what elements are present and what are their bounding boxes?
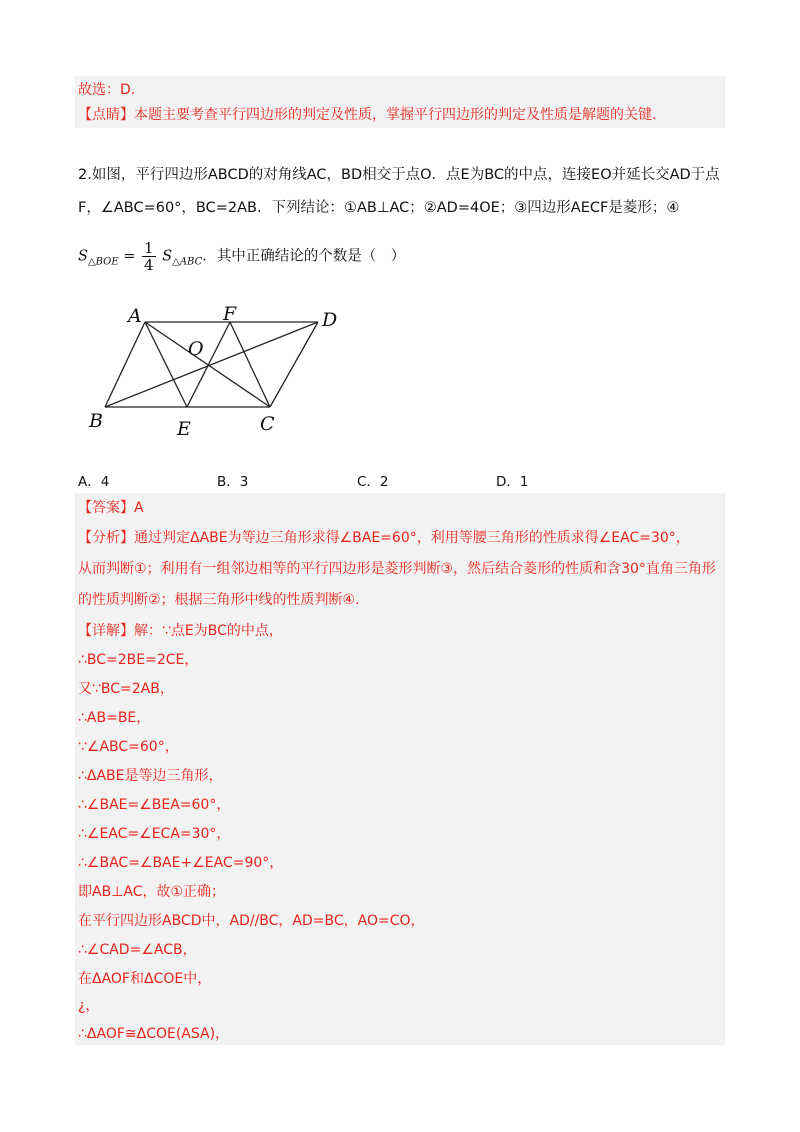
segment-ae bbox=[145, 322, 187, 407]
comment-tag: 【点睛】 bbox=[78, 107, 134, 123]
step-line: ∴ΔAOF≅ΔCOE(ASA)， bbox=[78, 1026, 230, 1042]
segment-ef bbox=[187, 322, 230, 407]
segment-fc bbox=[230, 322, 270, 407]
option-c: C．2 bbox=[357, 474, 389, 490]
equals-sign: = bbox=[123, 248, 136, 265]
fraction bbox=[142, 240, 156, 273]
label-c: C bbox=[260, 413, 275, 435]
step-line: ∴∠CAD=∠ACB， bbox=[78, 942, 197, 958]
diagonal-ac bbox=[145, 322, 270, 407]
area-symbol-right: S bbox=[162, 248, 173, 265]
step-line: ¿， bbox=[78, 998, 100, 1014]
step-line: 在平行四边形ABCD中，AD//BC，AD=BC，AO=CO， bbox=[78, 913, 425, 929]
step-line: ∴ΔABE是等边三角形， bbox=[78, 768, 223, 784]
step-line: 在ΔAOF和ΔCOE中， bbox=[78, 971, 212, 987]
analysis-line-3: 的性质判断②；根据三角形中线的性质判断④. bbox=[78, 592, 360, 608]
label-d: D bbox=[322, 309, 338, 331]
side-cd bbox=[270, 322, 318, 407]
parallelogram-figure bbox=[80, 300, 380, 450]
label-f: F bbox=[223, 303, 237, 325]
step-line: ∴∠BAE=∠BEA=60°， bbox=[78, 797, 231, 813]
step-line: ∵∠ABC=60°， bbox=[78, 739, 179, 755]
choice-line: 故选：D. bbox=[78, 82, 136, 98]
area-symbol-left: S bbox=[78, 248, 88, 265]
fraction-numerator: 1 bbox=[144, 239, 154, 257]
problem-line-3 bbox=[78, 240, 405, 274]
step-line: ∴∠EAC=∠ECA=30°， bbox=[78, 826, 231, 842]
area-sub-right: △ABC bbox=[172, 256, 203, 268]
step-line: 即AB⊥AC，故①正确； bbox=[78, 884, 226, 900]
answer-line: 【答案】A bbox=[78, 500, 144, 516]
label-o: O bbox=[188, 338, 204, 360]
problem-line-1: 2.如图，平行四边形ABCD的对角线AC，BD相交于点O．点E为BC的中点，连接EO并延长交AD于点 bbox=[78, 167, 720, 183]
step-line: ∴∠BAC=∠BAE+∠EAC=90°， bbox=[78, 855, 284, 871]
analysis-line-2: 从而判断①；利用有一组邻边相等的平行四边形是菱形判断③，然后结合菱形的性质和含30°直角三角形 bbox=[78, 561, 716, 577]
option-a: A．4 bbox=[78, 474, 110, 490]
problem-line-3-tail: ．其中正确结论的个数是（ ） bbox=[202, 248, 406, 265]
option-b: B．3 bbox=[217, 474, 249, 490]
fraction-denominator: 4 bbox=[144, 256, 154, 274]
comment-line bbox=[78, 105, 656, 125]
comment-text: 本题主要考查平行四边形的判定及性质，掌握平行四边形的判定及性质是解题的关键. bbox=[134, 107, 657, 123]
problem-line-2: F，∠ABC=60°，BC=2AB．下列结论：①AB⊥AC；②AD=4OE；③四边形AECF是菱形；④ bbox=[78, 200, 680, 216]
label-a: A bbox=[128, 305, 142, 327]
step-line: 又∵BC=2AB， bbox=[78, 681, 174, 697]
area-sub-left: △BOE bbox=[87, 256, 119, 268]
side-ab bbox=[105, 322, 145, 407]
label-b: B bbox=[89, 410, 103, 432]
step-line: ∴AB=BE， bbox=[78, 710, 151, 726]
label-e: E bbox=[177, 418, 191, 440]
diagonal-bd bbox=[105, 322, 318, 407]
step-line: 【详解】解：∵点E为BC的中点， bbox=[78, 623, 283, 639]
step-line: ∴BC=2BE=2CE， bbox=[78, 652, 199, 668]
option-d: D．1 bbox=[496, 474, 529, 490]
analysis-line-1: 【分析】通过判定ΔABE为等边三角形求得∠BAE=60°，利用等腰三角形的性质求得∠EAC=30°， bbox=[78, 530, 690, 546]
